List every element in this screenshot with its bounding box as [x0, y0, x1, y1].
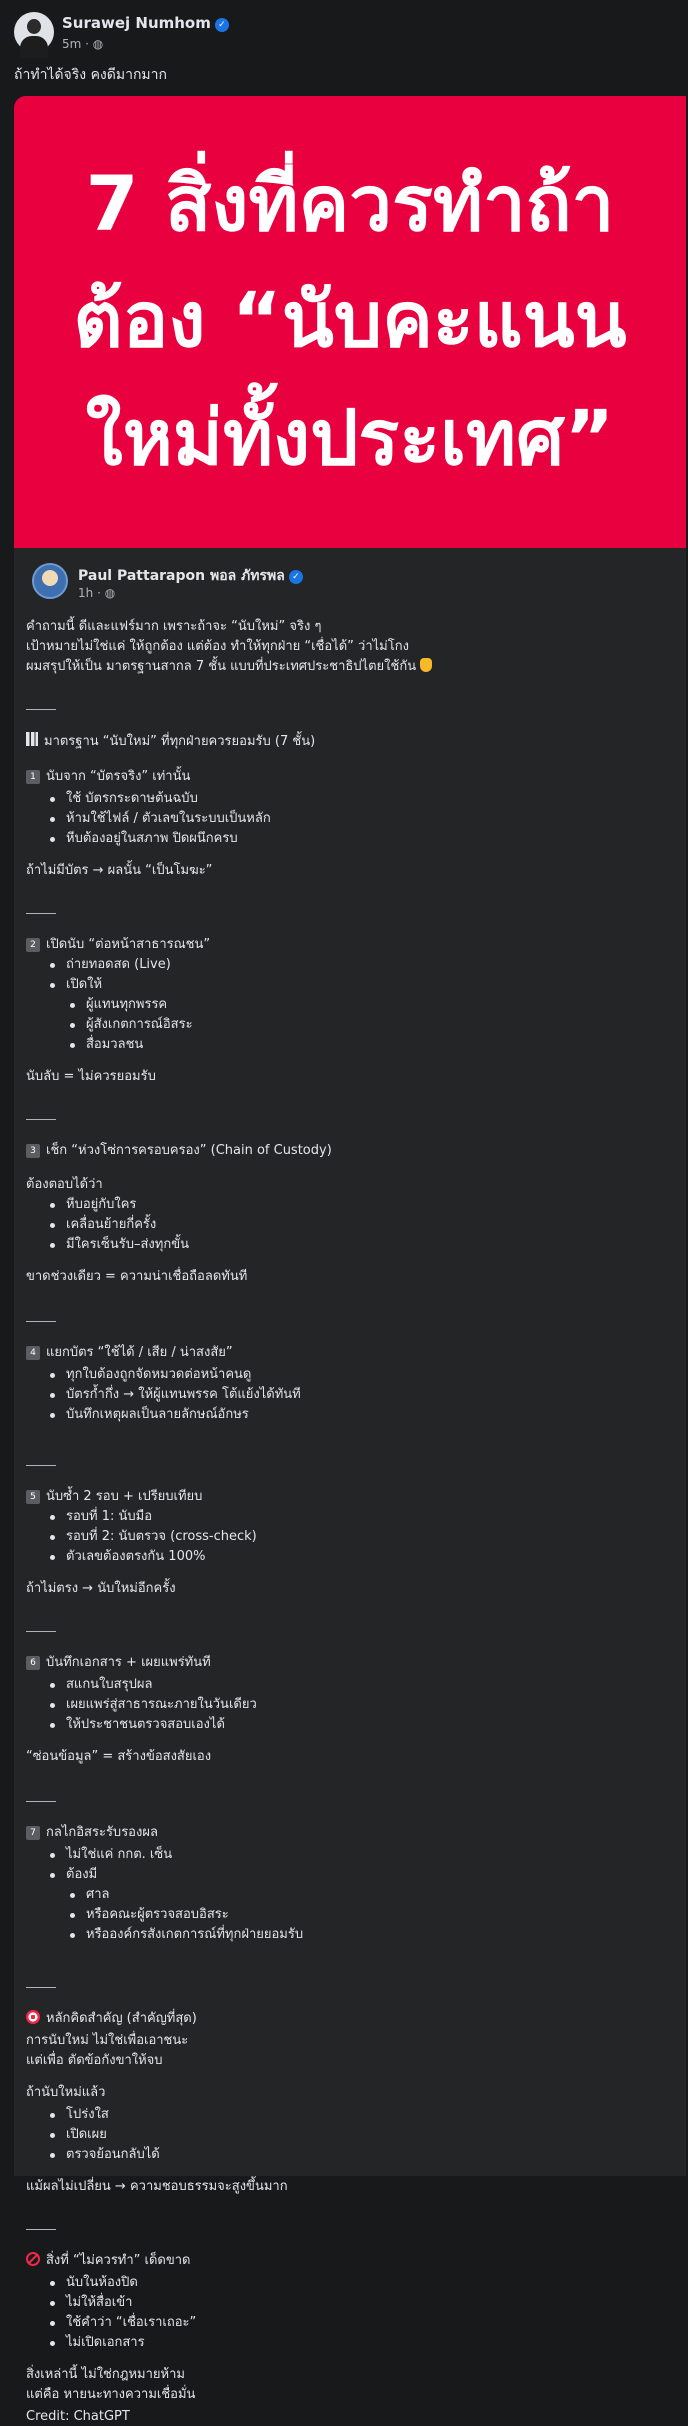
bullet-icon [50, 983, 55, 988]
list-item: ผู้แทนทุกพรรค [86, 997, 168, 1012]
section-heading: 1 นับจาก “บัตรจริง” เท่านั้น [26, 768, 190, 786]
list-item: บัตรก้ำกึ่ง → ให้ผู้แทนพรรค โต้แย้งได้ทันที [66, 1387, 301, 1402]
bullet-icon [50, 1223, 55, 1228]
list-item: ตรวจย้อนกลับได้ [66, 2147, 160, 2162]
list-item: ใช้ บัตรกระดาษต้นฉบับ [66, 791, 198, 806]
section-heading: 2 เปิดนับ “ต่อหน้าสาธารณชน” [26, 936, 210, 954]
list-item: ตัวเลขต้องตรงกัน 100% [66, 1549, 206, 1564]
bullet-icon [50, 1515, 55, 1520]
bullet-icon [50, 817, 55, 822]
list-item: สื่อมวลชน [86, 1037, 144, 1052]
list-item: ไม่ให้สื่อเข้า [66, 2295, 133, 2310]
list-item: หีบอยู่กับใคร [66, 1197, 137, 1212]
body-text: แต่คือ หายนะทางความเชื่อมั่น [26, 2387, 196, 2402]
keycap-number-icon: 7 [26, 1826, 40, 1840]
post-time[interactable]: 5m [62, 37, 82, 51]
list-item: บันทึกเหตุผลเป็นลายลักษณ์อักษร [66, 1407, 249, 1422]
banner-line-1: 7 สิ่งที่ควรทำถ้า [85, 159, 615, 248]
bullet-icon [50, 2113, 55, 2118]
body-text: แม้ผลไม่เปลี่ยน → ความชอบธรรมจะสูงขึ้นมาก [26, 2179, 288, 2194]
author-avatar[interactable] [14, 12, 54, 52]
author-name[interactable]: Surawej Numhom ✓ [62, 14, 229, 32]
list-item: ไม่ใช่แค่ กกต. เซ็น [66, 1847, 173, 1862]
chart-icon [26, 732, 38, 746]
keycap-number-icon: 6 [26, 1656, 40, 1670]
verified-icon: ✓ [289, 570, 303, 584]
keycap-number-icon: 3 [26, 1144, 40, 1158]
keycap-number-icon: 5 [26, 1490, 40, 1504]
body-text: การนับใหม่ ไม่ใช่เพื่อเอาชนะ [26, 2033, 189, 2048]
section-heading: 6 บันทึกเอกสาร + เผยแพร่ทันที [26, 1654, 211, 1672]
list-item: หรือองค์กรสังเกตการณ์ที่ทุกฝ่ายยอมรับ [86, 1927, 304, 1942]
list-item: โปร่งใส [66, 2107, 109, 2122]
body-text: นับลับ = ไม่ควรยอมรับ [26, 1069, 156, 1084]
title-banner [14, 96, 686, 548]
bullet-icon [50, 2341, 55, 2346]
bullet-icon [50, 1373, 55, 1378]
list-item: ใช้คำว่า “เชื่อเราเถอะ” [66, 2315, 197, 2330]
bullet-icon [50, 1555, 55, 1560]
bullet-icon [50, 1873, 55, 1878]
keycap-number-icon: 1 [26, 770, 40, 784]
list-item: รอบที่ 2: นับตรวจ (cross-check) [66, 1529, 257, 1544]
section-divider [26, 913, 56, 914]
body-text: คำถามนี้ ดีและแฟร์มาก เพราะถ้าจะ “นับใหม่” จริง ๆ [26, 619, 322, 634]
section-divider [26, 2229, 56, 2230]
body-text: “ซ่อนข้อมูล” = สร้างข้อสงสัยเอง [26, 1749, 212, 1764]
bullet-icon [50, 1393, 55, 1398]
bullet-icon [70, 1023, 75, 1028]
bullet-icon [50, 2301, 55, 2306]
embedded-author-name: Paul Pattarapon พอล ภัทรพล ✓ [78, 565, 303, 587]
bullet-icon [50, 963, 55, 968]
list-item: เคลื่อนย้ายกี่ครั้ง [66, 1217, 157, 1232]
list-item: ทุกใบต้องถูกจัดหมวดต่อหน้าคนดู [66, 1367, 252, 1382]
list-item: ไม่เปิดเอกสาร [66, 2335, 145, 2350]
list-item: มีใครเซ็นรับ–ส่งทุกขั้น [66, 1237, 189, 1252]
section-divider [26, 1119, 56, 1120]
body-text: Credit: ChatGPT [26, 2409, 130, 2424]
list-item: ศาล [86, 1887, 110, 1902]
bullet-icon [50, 1853, 55, 1858]
section-heading: หลักคิดสำคัญ (สำคัญที่สุด) [26, 2010, 197, 2028]
bullet-icon [50, 1203, 55, 1208]
banner-line-2: ต้อง “นับคะแนน [73, 275, 627, 364]
bullet-icon [70, 1003, 75, 1008]
list-item: ให้ประชาชนตรวจสอบเองได้ [66, 1717, 225, 1732]
no-entry-icon [26, 2252, 40, 2266]
section-heading: 5 นับซ้ำ 2 รอบ + เปรียบเทียบ [26, 1488, 202, 1506]
body-text: แต่เพื่อ ตัดข้อกังขาให้จบ [26, 2053, 163, 2068]
globe-icon: ◍ [104, 586, 116, 600]
bullet-icon [50, 1723, 55, 1728]
body-text: ผมสรุปให้เป็น มาตรฐานสากล 7 ชั้น แบบที่ประเทศประชาธิปไตยใช้กัน [26, 658, 432, 676]
verified-icon: ✓ [215, 18, 229, 32]
bullet-icon [50, 1243, 55, 1248]
list-item: เปิดเผย [66, 2127, 107, 2142]
body-text: สิ่งเหล่านี้ ไม่ใช่กฎหมายห้าม [26, 2367, 185, 2382]
post-image[interactable] [14, 96, 686, 2424]
bullet-icon [50, 2321, 55, 2326]
list-item: รอบที่ 1: นับมือ [66, 1509, 153, 1524]
section-divider [26, 1631, 56, 1632]
bullet-icon [50, 837, 55, 842]
section-heading: 3 เช็ก “ห่วงโซ่การครอบครอง” (Chain of Custody) [26, 1142, 332, 1160]
bullet-icon [70, 1933, 75, 1938]
list-item: ต้องมี [66, 1867, 98, 1882]
list-item: นับในห้องปิด [66, 2275, 138, 2290]
body-text: ต้องตอบได้ว่า [26, 1177, 103, 1192]
section-heading: มาตรฐาน “นับใหม่” ที่ทุกฝ่ายควรยอมรับ (7 ชั้น) [26, 732, 315, 751]
list-item: หรือคณะผู้ตรวจสอบอิสระ [86, 1907, 229, 1922]
banner-line-3: ใหม่ทั้งประเทศ” [85, 393, 615, 482]
bullet-icon [50, 1535, 55, 1540]
bullet-icon [50, 1413, 55, 1418]
bullet-icon [50, 1683, 55, 1688]
embedded-author-avatar [32, 563, 68, 599]
body-text: ขาดช่วงเดียว = ความน่าเชื่อถือลดทันที [26, 1269, 248, 1284]
bullet-icon [50, 2153, 55, 2158]
keycap-number-icon: 2 [26, 938, 40, 952]
keycap-number-icon: 4 [26, 1346, 40, 1360]
section-divider [26, 1465, 56, 1466]
list-item: ถ่ายทอดสด (Live) [66, 957, 171, 972]
body-text: เป้าหมายไม่ใช่แค่ ให้ถูกต้อง แต่ต้อง ทำให้ทุกฝ่าย “เชื่อได้” ว่าไม่โกง [26, 639, 409, 654]
bullet-icon [70, 1893, 75, 1898]
body-text: ถ้านับใหม่แล้ว [26, 2085, 106, 2100]
list-item: ห้ามใช้ไฟล์ / ตัวเลขในระบบเป็นหลัก [66, 811, 271, 826]
body-text: ถ้าไม่ตรง → นับใหม่อีกครั้ง [26, 1581, 176, 1596]
bullet-icon [70, 1913, 75, 1918]
section-divider [26, 1321, 56, 1322]
bullet-icon [50, 2281, 55, 2286]
body-text: ถ้าไม่มีบัตร → ผลนั้น “เป็นโมฆะ” [26, 863, 213, 878]
section-heading: 4 แยกบัตร “ใช้ได้ / เสีย / น่าสงสัย” [26, 1344, 233, 1362]
post-meta: 5m · ◍ [62, 37, 104, 51]
list-item: ผู้สังเกตการณ์อิสระ [86, 1017, 193, 1032]
section-divider [26, 1801, 56, 1802]
bullet-icon [50, 1703, 55, 1708]
embedded-post-screenshot [14, 548, 686, 2424]
bullet-icon [50, 2133, 55, 2138]
list-item: เผยแพร่สู่สาธารณะภายในวันเดียว [66, 1697, 257, 1712]
list-item: เปิดให้ [66, 977, 103, 992]
list-item: สแกนใบสรุปผล [66, 1677, 153, 1692]
target-icon [26, 2010, 40, 2024]
post-caption: ถ้าทำได้จริง คงดีมากมาก [14, 67, 167, 83]
section-divider [26, 709, 56, 710]
section-heading: สิ่งที่ “ไม่ควรทำ” เด็ดขาด [26, 2252, 191, 2270]
bullet-icon [70, 1043, 75, 1048]
bullet-icon [50, 797, 55, 802]
section-divider [26, 1987, 56, 1988]
globe-icon: ◍ [92, 37, 104, 51]
list-item: หีบต้องอยู่ในสภาพ ปิดผนึกครบ [66, 831, 238, 846]
section-heading: 7 กลไกอิสระรับรองผล [26, 1824, 158, 1842]
embedded-post-meta: 1h · ◍ [78, 586, 116, 600]
pointing-down-icon [420, 658, 432, 672]
